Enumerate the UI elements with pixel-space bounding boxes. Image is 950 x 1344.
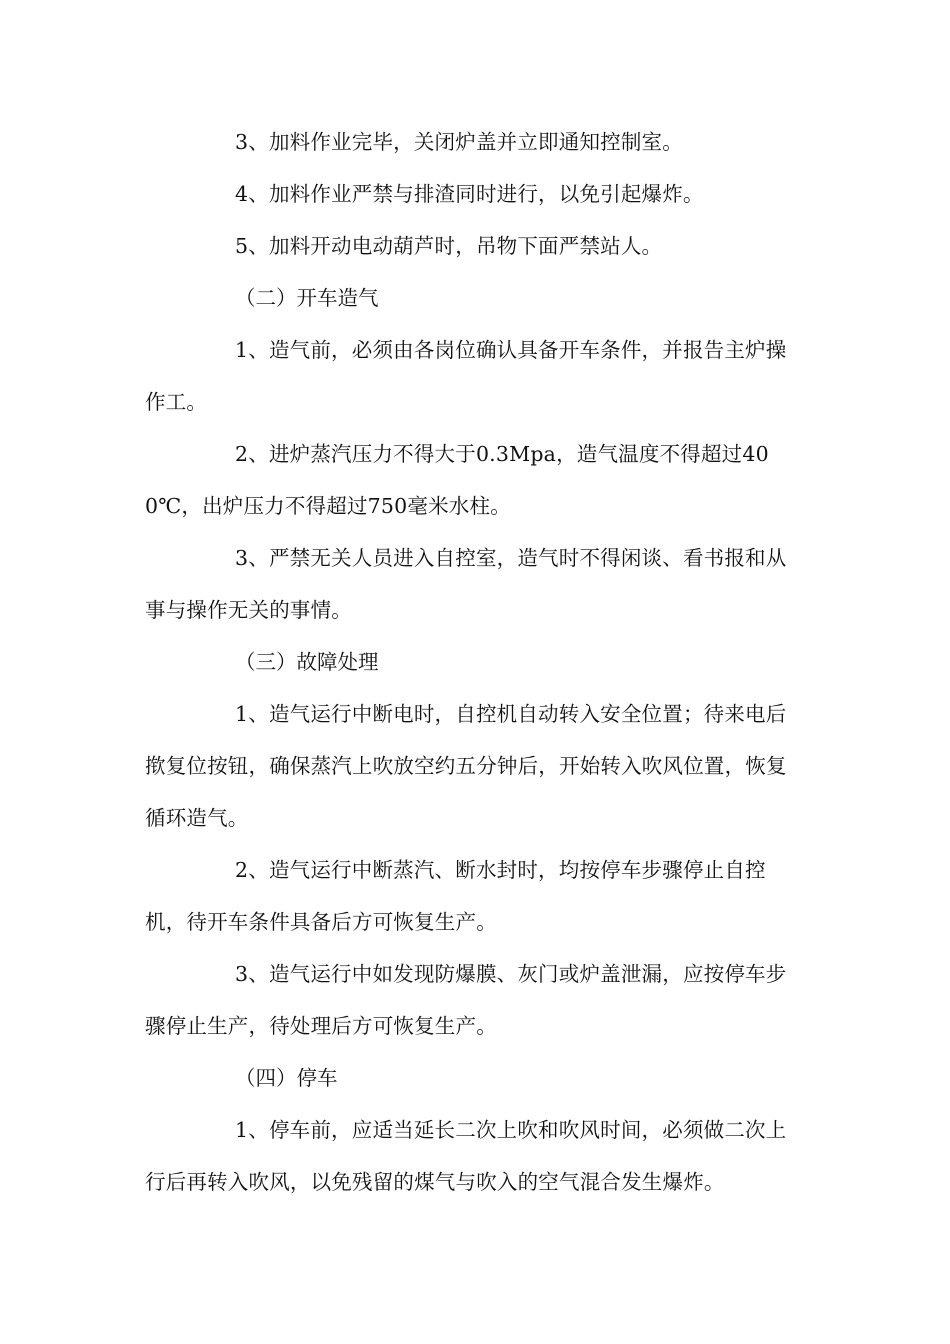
section-heading-fault-handling: （三）故障处理 [235, 650, 379, 674]
paragraph-item-3-feeding-complete: 3、加料作业完毕，关闭炉盖并立即通知控制室。 [235, 130, 683, 154]
paragraph-item-1-pre-shutdown: 1、停车前，应适当延长二次上吹和吹风时间，必须做二次上行后再转入吹风，以免残留的煤气与吹入的空气混合发生爆炸。 [145, 1118, 787, 1194]
paragraph-item-1-power-failure: 1、造气运行中断电时，自控机自动转入安全位置；待来电后揿复位按钮，确保蒸汽上吹放空约五分钟后，开始转入吹风位置，恢复循环造气。 [145, 702, 787, 830]
paragraph-item-3-leak-handling: 3、造气运行中如发现防爆膜、灰门或炉盖泄漏，应按停车步骤停止生产，待处理后方可恢复生产。 [145, 962, 787, 1038]
paragraph-item-5-hoist-safety: 5、加料开动电动葫芦时，吊物下面严禁站人。 [235, 234, 663, 258]
document-body [145, 116, 805, 1208]
paragraph-item-2-pressure-limits: 2、进炉蒸汽压力不得大于0.3Mpa，造气温度不得超过400℃，出炉压力不得超过750毫米水柱。 [145, 442, 769, 518]
paragraph-item-2-steam-water-failure: 2、造气运行中断蒸汽、断水封时，均按停车步骤停止自控机，待开车条件具备后方可恢复生产。 [145, 858, 766, 934]
section-heading-start-gas-making: （二）开车造气 [235, 286, 379, 310]
paragraph-item-3-control-room-rules: 3、严禁无关人员进入自控室，造气时不得闲谈、看书报和从事与操作无关的事情。 [145, 546, 787, 622]
paragraph-item-4-no-simultaneous-slag: 4、加料作业严禁与排渣同时进行，以免引起爆炸。 [235, 182, 704, 206]
section-heading-shutdown: （四）停车 [235, 1066, 338, 1090]
paragraph-item-1-pre-start-check: 1、造气前，必须由各岗位确认具备开车条件，并报告主炉操作工。 [145, 338, 787, 414]
